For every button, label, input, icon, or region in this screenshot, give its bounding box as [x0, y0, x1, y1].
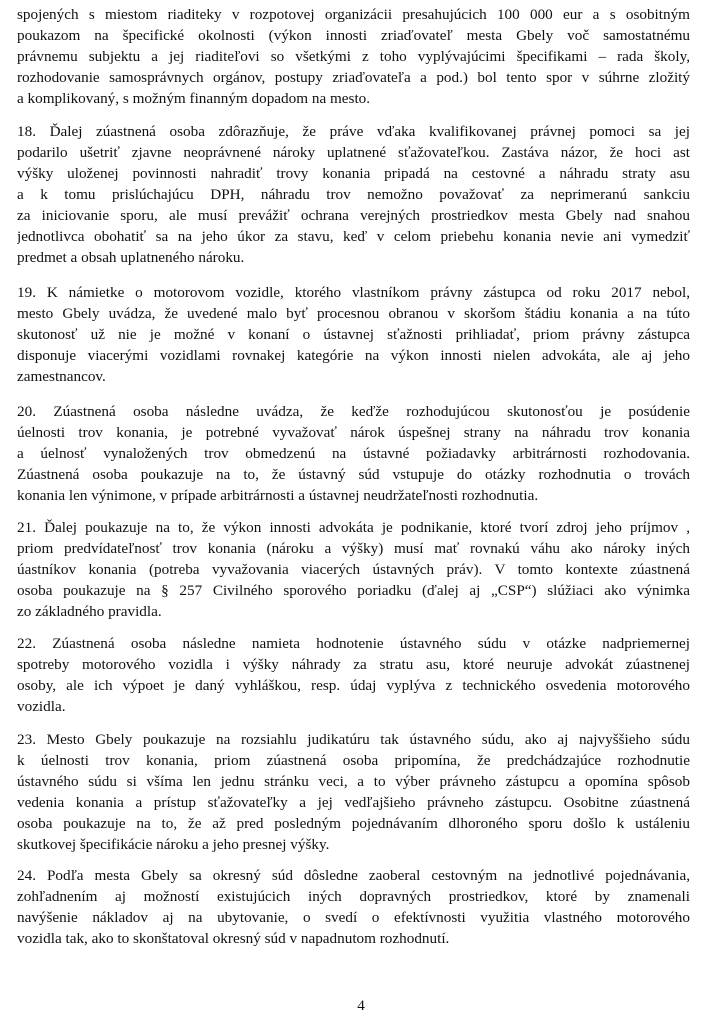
- text-line: k úelnosti trov konania, priom zúastnená osoba pripomína, že predchádzajúce rozhodnutie: [17, 752, 690, 769]
- text-line: za iniciovanie sporu, ale musí prevážiť ochrana verejných prostriedkov mesta Gbely nad snahou: [17, 207, 690, 224]
- text-line: jednotlivca obohatiť sa na jeho úkor za stavu, keď v celom priebehu konania nevie ani vymedziť: [17, 228, 690, 245]
- text-line: 18. Ďalej zúastnená osoba zdôrazňuje, že práve vďaka kvalifikovanej právnej pomoci sa jej: [17, 123, 690, 140]
- text-line: osoba poukazuje na § 257 Civilného sporového poriadku (ďalej aj „CSP“) slúžiaci ako výnimka: [17, 582, 690, 599]
- text-line: a úelnosť vynaložených trov obmedzenú na ústavné požiadavky arbitrárnosti rozhodovania.: [17, 445, 690, 462]
- text-line: a komplikovaný, s možným finanným dopadom na mesto.: [17, 90, 371, 107]
- text-line: skutonosť už nie je možné v konaní o ústavnej sťažnosti prihliadať, priom právny zástupca: [17, 326, 690, 343]
- paragraph-p-19: [17, 282, 690, 387]
- paragraph-p-22: [17, 633, 690, 717]
- text-line: zamestnancov.: [17, 368, 106, 385]
- text-line: osoby, ale ich výpoet je daný vyhláškou, resp. údaj vyplýva z technického osvedenia motorového: [17, 677, 690, 694]
- text-line: 23. Mesto Gbely poukazuje na rozsiahlu judikatúru tak ústavného súdu, ako aj najvyššieho súdu: [17, 731, 690, 748]
- text-line: skutkovej špecifikácie nároku a jeho presnej výšky.: [17, 836, 330, 853]
- page-number: 4: [357, 997, 365, 1014]
- text-line: predmet a obsah uplatneného nároku.: [17, 249, 245, 266]
- paragraph-p-20: [17, 401, 690, 506]
- text-line: právnemu subjektu a jej riaditeľovi so všetkými z toho vyplývajúcimi špecifikami – rada školy,: [17, 48, 690, 65]
- text-line: 19. K námietke o motorovom vozidle, ktorého vlastníkom právny zástupca od roku 2017 nebol,: [17, 284, 690, 301]
- paragraph-p-cont: [17, 4, 690, 109]
- text-line: zohľadnením aj možností existujúcich iných dopravných prostriedkov, ktoré by znamenali: [17, 888, 690, 905]
- text-line: 20. Zúastnená osoba následne uvádza, že keďže rozhodujúcou skutonosťou je posúdenie: [17, 403, 690, 420]
- text-line: poukazom na špecifické okolnosti (výkon innosti zriaďovateľ mesta Gbely voč samostatnému: [17, 27, 690, 44]
- text-line: rozhodovanie samosprávnych orgánov, postupy zriaďovateľa a pod.) bol tento spor v súhrne zložitý: [17, 69, 690, 86]
- text-line: spotreby motorového vozidla i výšky náhrady za stratu asu, ktoré neuruje advokát zúastnenej: [17, 656, 690, 673]
- text-line: vozidla.: [17, 698, 66, 715]
- text-line: 21. Ďalej poukazuje na to, že výkon innosti advokáta je podnikanie, ktoré tvorí zdroj jeho príjmov ,: [17, 519, 690, 536]
- text-line: mesto Gbely uvádza, že uvedené malo byť procesnou obranou v skoršom štádiu konania a na túto: [17, 305, 690, 322]
- text-line: spojených s miestom riaditeky v rozpotovej organizácii presahujúcich 100 000 eur a s osobitným: [17, 6, 690, 23]
- text-line: Zúastnená osoba poukazuje na to, že ústavný súd vstupuje do otázky rozhodnutia o trovách: [17, 466, 690, 483]
- text-line: ústavného súdu si všíma len jednu stránku veci, a to výber právneho zástupcu a opomína spôsob: [17, 773, 690, 790]
- text-line: vedenia konania a prístup sťažovateľky a jej vedľajšieho právneho zástupcu. Osobitne zúastnená: [17, 794, 690, 811]
- text-line: priom predvídateľnosť trov konania (nároku a výšky) musí mať rovnakú váhu ako nároky iných: [17, 540, 690, 557]
- text-line: 22. Zúastnená osoba následne namieta hodnotenie ústavného súdu v otázke nadpriemernej: [17, 635, 690, 652]
- text-line: osoba poukazuje na to, že až pred posledným pojednávaním dlhoroného sporu došlo k ustáleniu: [17, 815, 690, 832]
- text-line: disponuje viacerými vozidlami rovnakej kategórie na výkon innosti nielen advokáta, ale aj jeho: [17, 347, 690, 364]
- text-line: úelnosti trov konania, je potrebné vyvažovať nárok úspešnej strany na náhradu trov konania: [17, 424, 690, 441]
- text-line: vozidla tak, ako to skonštatoval okresný súd v napadnutom rozhodnutí.: [17, 930, 450, 947]
- text-line: podarilo ušetriť zjavne neoprávnené nároky uplatnené sťažovateľkou. Zastáva názor, že hoci ast: [17, 144, 690, 161]
- text-line: zo základného pravidla.: [17, 603, 162, 620]
- paragraph-p-23: [17, 729, 690, 855]
- paragraph-p-24: [17, 865, 690, 949]
- text-line: úastníkov konania (potreba vyvažovania viacerých ústavných práv). V tomto kontexte zúastnená: [17, 561, 690, 578]
- paragraph-p-21: [17, 517, 690, 622]
- text-line: výšky uloženej povinnosti nahradiť trovy konania pripadá na cestovné a náhradu straty asu: [17, 165, 690, 182]
- text-line: 24. Podľa mesta Gbely sa okresný súd dôsledne zaoberal cestovným na jednotlivé pojednávania,: [17, 867, 690, 884]
- paragraph-p-18: [17, 121, 690, 268]
- text-line: navýšenie nákladov aj na ubytovanie, o svedí o efektívnosti využitia vlastného motorového: [17, 909, 690, 926]
- text-line: konania len výnimone, v prípade arbitrárnosti a ústavnej neudržateľnosti rozhodnutia.: [17, 487, 539, 504]
- text-line: a k tomu prislúchajúcu DPH, náhradu trov nemožno považovať za neprimeranú sankciu: [17, 186, 690, 203]
